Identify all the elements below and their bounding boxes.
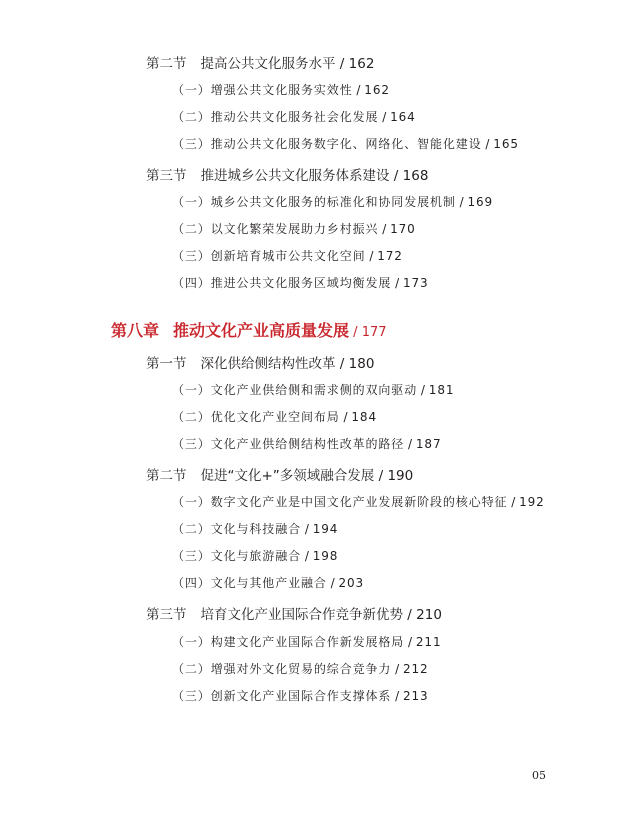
subsection-title: （二）增强对外文化贸易的综合竞争力	[172, 662, 392, 676]
page-ref: 190	[387, 468, 414, 484]
toc-section-entry[interactable]: 第二节 提高公共文化服务水平 / 162	[146, 56, 375, 72]
section-number: 第二节	[146, 56, 187, 72]
section-title: 提高公共文化服务水平	[200, 56, 336, 72]
page-ref: 168	[402, 168, 429, 184]
section-title: 促进“文化+”多领域融合发展	[200, 468, 375, 484]
page-number: 05	[532, 769, 546, 782]
page-ref: 187	[415, 437, 442, 451]
subsection-title: （一）构建文化产业国际合作新发展格局	[172, 635, 405, 649]
page-ref: 212	[402, 662, 429, 676]
subsection-title: （二）优化文化产业空间布局	[172, 410, 340, 424]
subsection-title: （二）文化与科技融合	[172, 522, 302, 536]
toc-subsection-entry[interactable]: （二）优化文化产业空间布局 / 184	[172, 410, 377, 424]
page-ref: 170	[390, 222, 416, 236]
toc-subsection-entry[interactable]: （二）以文化繁荣发展助力乡村振兴 / 170	[172, 222, 416, 236]
page-ref: 211	[415, 635, 442, 649]
toc-subsection-entry[interactable]: （一）构建文化产业国际合作新发展格局 / 211	[172, 635, 442, 649]
page-ref: 169	[467, 195, 494, 209]
page-ref: 164	[390, 110, 416, 124]
toc-section-entry[interactable]: 第三节 培育文化产业国际合作竞争新优势 / 210	[146, 607, 442, 623]
subsection-title: （一）文化产业供给侧和需求侧的双向驱动	[172, 383, 418, 397]
subsection-title: （三）推动公共文化服务数字化、网络化、智能化建设	[172, 137, 482, 151]
section-title: 推进城乡公共文化服务体系建设	[200, 168, 390, 184]
toc-subsection-entry[interactable]: （一）城乡公共文化服务的标准化和协同发展机制 / 169	[172, 195, 494, 209]
subsection-title: （一）数字文化产业是中国文化产业发展新阶段的核心特征	[172, 495, 508, 509]
toc-subsection-entry[interactable]: （三）文化产业供给侧结构性改革的路径 / 187	[172, 437, 442, 451]
page-ref: 162	[364, 83, 390, 97]
toc-section-entry[interactable]: 第二节 促进“文化+”多领域融合发展 / 190	[146, 468, 414, 484]
toc-section-entry[interactable]: 第一节 深化供给侧结构性改革 / 180	[146, 356, 375, 372]
page-ref: 210	[416, 607, 442, 623]
toc-subsection-entry[interactable]: （二）文化与科技融合 / 194	[172, 522, 339, 536]
toc-subsection-entry[interactable]: （四）推进公共文化服务区域均衡发展 / 173	[172, 276, 429, 290]
page-ref: 213	[402, 689, 429, 703]
page-ref: 181	[428, 383, 455, 397]
section-number: 第三节	[146, 168, 187, 184]
subsection-title: （四）推进公共文化服务区域均衡发展	[172, 276, 392, 290]
subsection-title: （二）以文化繁荣发展助力乡村振兴	[172, 222, 379, 236]
section-title: 培育文化产业国际合作竞争新优势	[200, 607, 403, 623]
page-ref: 184	[351, 410, 377, 424]
page-ref: 173	[402, 276, 429, 290]
subsection-title: （四）文化与其他产业融合	[172, 576, 327, 590]
toc-subsection-entry[interactable]: （一）增强公共文化服务实效性 / 162	[172, 83, 390, 97]
toc-subsection-entry[interactable]: （二）推动公共文化服务社会化发展 / 164	[172, 110, 416, 124]
toc-subsection-entry[interactable]: （三）文化与旅游融合 / 198	[172, 549, 339, 563]
toc-subsection-entry[interactable]: （二）增强对外文化贸易的综合竞争力 / 212	[172, 662, 429, 676]
subsection-title: （一）城乡公共文化服务的标准化和协同发展机制	[172, 195, 456, 209]
page-ref: 203	[338, 576, 365, 590]
subsection-title: （三）文化与旅游融合	[172, 549, 302, 563]
subsection-title: （三）创新文化产业国际合作支撑体系	[172, 689, 392, 703]
subsection-title: （一）增强公共文化服务实效性	[172, 83, 353, 97]
toc-subsection-entry[interactable]: （四）文化与其他产业融合 / 203	[172, 576, 365, 590]
page-ref: 165	[493, 137, 519, 151]
toc-subsection-entry[interactable]: （一）文化产业供给侧和需求侧的双向驱动 / 181	[172, 383, 455, 397]
page-ref: 162	[348, 56, 375, 72]
page-ref: 194	[312, 522, 339, 536]
page-ref: 177	[361, 325, 387, 340]
page-ref: 180	[348, 356, 375, 372]
chapter-number: 第八章	[111, 321, 160, 340]
toc-subsection-entry[interactable]: （三）推动公共文化服务数字化、网络化、智能化建设 / 165	[172, 137, 519, 151]
section-number: 第二节	[146, 468, 187, 484]
page-ref: 172	[377, 249, 403, 263]
toc-subsection-entry[interactable]: （三）创新文化产业国际合作支撑体系 / 213	[172, 689, 429, 703]
subsection-title: （三）创新培育城市公共文化空间	[172, 249, 366, 263]
toc-subsection-entry[interactable]: （三）创新培育城市公共文化空间 / 172	[172, 249, 403, 263]
section-number: 第一节	[146, 356, 187, 372]
chapter-title: 推动文化产业高质量发展	[173, 321, 350, 340]
subsection-title: （三）文化产业供给侧结构性改革的路径	[172, 437, 405, 451]
page-ref: 192	[519, 495, 545, 509]
section-title: 深化供给侧结构性改革	[200, 356, 336, 372]
toc-chapter-entry[interactable]: 第八章 推动文化产业高质量发展 / 177	[111, 321, 387, 340]
subsection-title: （二）推动公共文化服务社会化发展	[172, 110, 379, 124]
toc-section-entry[interactable]: 第三节 推进城乡公共文化服务体系建设 / 168	[146, 168, 429, 184]
toc-subsection-entry[interactable]: （一）数字文化产业是中国文化产业发展新阶段的核心特征 / 192	[172, 495, 545, 509]
page-ref: 198	[312, 549, 339, 563]
section-number: 第三节	[146, 607, 187, 623]
